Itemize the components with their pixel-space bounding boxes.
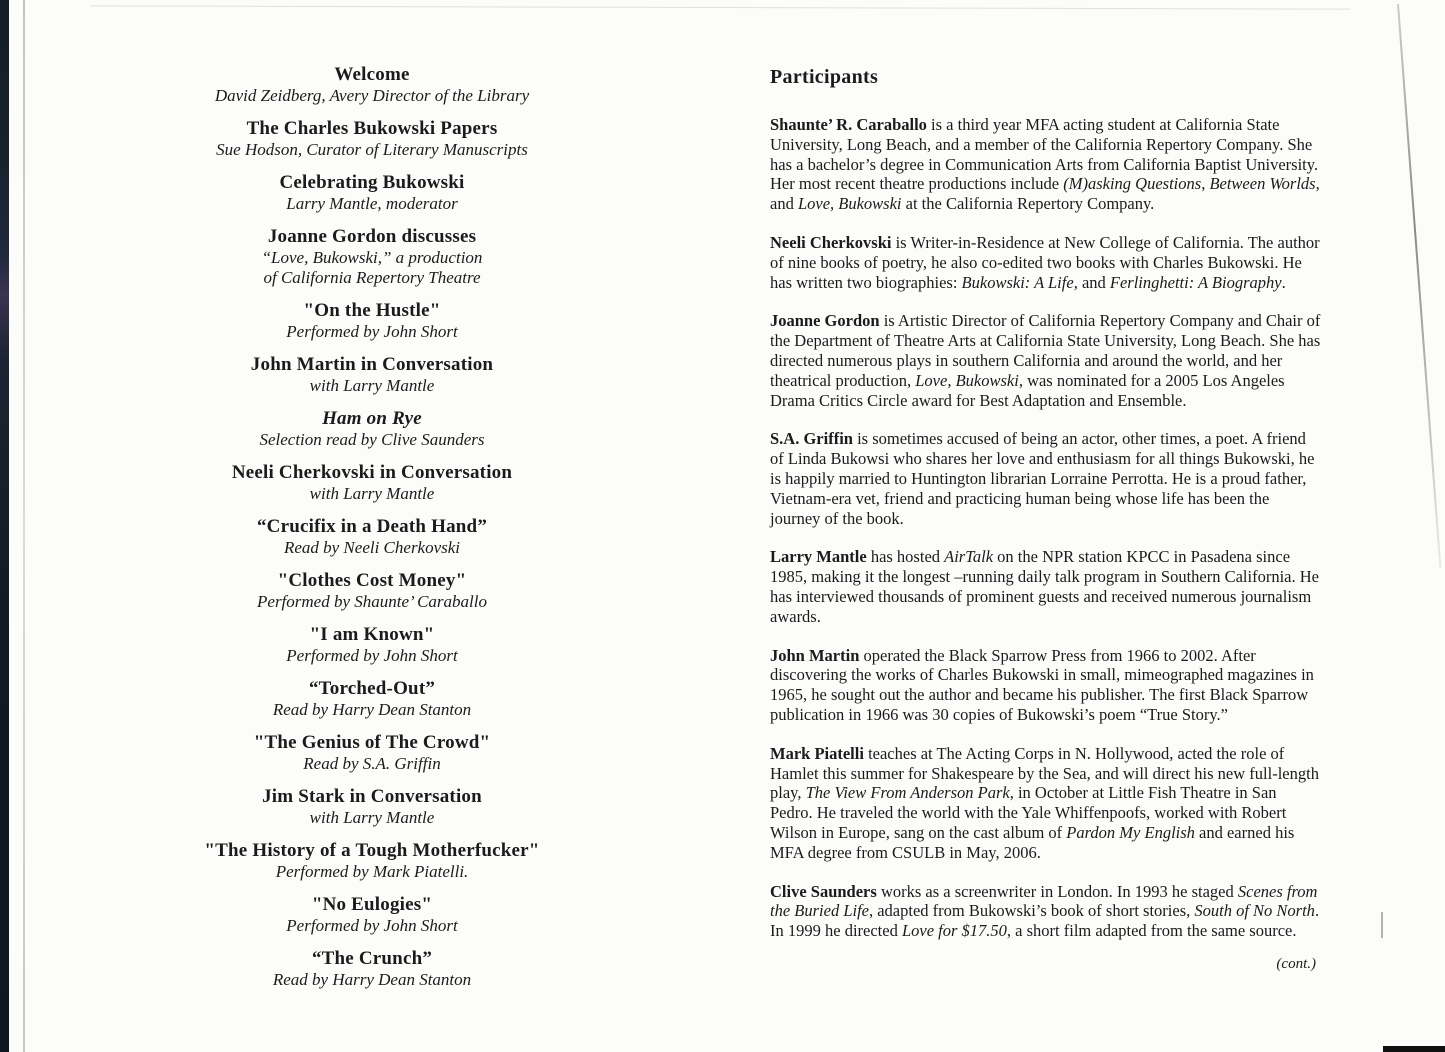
bio-text: . In 1999 he directed bbox=[770, 901, 1320, 941]
program-entry bbox=[128, 226, 616, 288]
bio-text: teaches at The Acting Corps in N. Hollywood, acted the role of Hamlet this summer for Shakespeare by the Sea, and will direct his new full-length play, bbox=[770, 743, 1319, 803]
participant-name: Clive Saunders bbox=[770, 881, 877, 901]
program-entry-subtitle: “Love, Bukowski,” a production bbox=[261, 248, 483, 267]
bio-text: is Artistic Director of California Repertory Company and Chair of the Department of Theatre Arts at California State University, Long Beach. She has directed numerous plays in southern California and around the world, and her theatrical production, bbox=[770, 311, 1321, 390]
bio-text-italic: Ferlinghetti: A Biography bbox=[1109, 272, 1282, 292]
program-entry bbox=[128, 408, 616, 450]
program-entry-subtitle: Performed by Mark Piatelli. bbox=[275, 862, 469, 881]
program-entry-subtitle: Read by Harry Dean Stanton bbox=[272, 970, 472, 989]
bio-text-italic: South of No North bbox=[1194, 901, 1315, 921]
program-entry-subtitle: with Larry Mantle bbox=[309, 808, 435, 827]
program-entry-subtitle: Larry Mantle, moderator bbox=[286, 194, 458, 213]
program-entry bbox=[128, 516, 616, 558]
bio-text-italic: Love, Bukowski bbox=[915, 370, 1019, 390]
bio-text-italic: The View From Anderson Park bbox=[805, 783, 1010, 803]
participant-name: Neeli Cherkovski bbox=[770, 232, 892, 252]
program-entry-title: John Martin in Conversation bbox=[250, 354, 494, 375]
program-entry-subtitle: David Zeidberg, Avery Director of the Library bbox=[214, 86, 530, 105]
program-entry bbox=[128, 172, 616, 214]
program-entry bbox=[128, 118, 616, 160]
scan-bottom-corner-mark bbox=[1383, 1046, 1445, 1052]
program-entry-subtitle: with Larry Mantle bbox=[309, 376, 435, 395]
bio-text-italic: Pardon My English bbox=[1066, 822, 1195, 842]
participant-name: Joanne Gordon bbox=[770, 311, 880, 331]
program-entry bbox=[128, 894, 616, 936]
participant-bio bbox=[770, 547, 1322, 626]
participant-name: S.A. Griffin bbox=[770, 429, 853, 449]
bio-text: , bbox=[1201, 174, 1210, 194]
page-right-edge bbox=[1397, 4, 1441, 569]
program-entry bbox=[128, 732, 616, 774]
program-entry-title: Celebrating Bukowski bbox=[279, 172, 465, 193]
participant-bio bbox=[770, 646, 1322, 725]
bio-text: is sometimes accused of being an actor, other times, a poet. A friend of Linda Bukowsi who shares her love and enthusiasm for all things Bukowski, he is happily married to Huntington librarian Lorraine Perrotta. He is a proud father, Vietnam-era vet, friend and practicing human being whose life has been the journey of the book. bbox=[770, 429, 1315, 528]
scan-scratch-mark bbox=[1381, 912, 1383, 938]
program-entry bbox=[128, 786, 616, 828]
program-entry-title: Jim Stark in Conversation bbox=[262, 786, 482, 807]
bio-text: works as a screenwriter in London. In 1993 he staged bbox=[876, 881, 1238, 901]
bio-text: , a short film adapted from the same source. bbox=[1006, 921, 1297, 941]
program-entry bbox=[128, 624, 616, 666]
participant-bio bbox=[770, 233, 1322, 292]
participants-list bbox=[770, 115, 1322, 941]
page-fold-line bbox=[23, 0, 25, 1052]
program-entry-subtitle: Read by S.A. Griffin bbox=[303, 754, 441, 773]
program-entry-subtitle: Read by Neeli Cherkovski bbox=[283, 538, 461, 557]
program-entry bbox=[128, 462, 616, 504]
scan-left-edge-stripe bbox=[0, 0, 9, 1052]
program-entry bbox=[128, 840, 616, 882]
program-entry-title: “The Crunch” bbox=[311, 948, 433, 969]
bio-text: . bbox=[1281, 272, 1286, 292]
bio-text: , and bbox=[770, 174, 1320, 214]
bio-text-italic: AirTalk bbox=[944, 547, 994, 567]
program-entry-subtitle: Sue Hodson, Curator of Literary Manuscripts bbox=[216, 140, 528, 159]
bio-text: on the NPR station KPCC in Pasadena since 1985, making it the longest –running daily talk program in Southern California. He has interviewed thousands of prominent guests and received numerous journalism awards. bbox=[770, 547, 1319, 626]
program-entry bbox=[128, 948, 616, 990]
participant-bio bbox=[770, 429, 1322, 528]
program-entry-title: "I am Known" bbox=[309, 624, 435, 645]
bio-text: , was nominated for a 2005 Los Angeles Drama Critics Circle award for Best Adaptation and Ensemble. bbox=[770, 370, 1285, 410]
bio-text-italic: Bukowski: A Life bbox=[961, 272, 1074, 292]
program-entry-title: Ham on Rye bbox=[322, 408, 422, 429]
program-entry bbox=[128, 678, 616, 720]
program-entry-title: “Crucifix in a Death Hand” bbox=[256, 516, 488, 537]
program-entry-subtitle: with Larry Mantle bbox=[309, 484, 435, 503]
bio-text: , adapted from Bukowski’s book of short stories, bbox=[868, 901, 1195, 921]
program-entry-subtitle: Performed by Shaunte’ Caraballo bbox=[257, 592, 487, 611]
bio-text: operated the Black Sparrow Press from 1966 to 2002. After discovering the works of Charles Bukowski in small, mimeographed magazines in 1965, he sought out the author and became his publisher. The first Black Sparrow publication in 1966 was 30 copies of Bukowski’s poem “True Story.” bbox=[770, 645, 1314, 724]
bio-text-italic: Between Worlds bbox=[1209, 174, 1316, 194]
participant-bio bbox=[770, 115, 1322, 214]
program-entry-title: Neeli Cherkovski in Conversation bbox=[231, 462, 513, 483]
participant-bio bbox=[770, 311, 1322, 410]
program-entry-subtitle: Read by Harry Dean Stanton bbox=[272, 700, 472, 719]
participants-heading: Participants bbox=[770, 66, 879, 88]
program-entry-title: Joanne Gordon discusses bbox=[267, 226, 477, 247]
bio-text: is Writer-in-Residence at New College of California. The author of nine books of poetry, he also co-edited two books with Charles Bukowski. He has written two biographies: bbox=[770, 232, 1320, 292]
bio-text: , in October at Little Fish Theatre in San Pedro. He traveled the world with the Yale Whiffenpoofs, worked with Robert Wilson in Europe, sang on the cast album of bbox=[770, 783, 1287, 842]
program-entry-title: “Torched-Out” bbox=[308, 678, 436, 699]
bio-text-italic: Love, Bukowski bbox=[797, 194, 902, 214]
bio-text-italic: Scenes from the Buried Life bbox=[770, 881, 1318, 921]
bio-text: and earned his MFA degree from CSULB in May, 2006. bbox=[770, 822, 1295, 862]
participant-name: John Martin bbox=[770, 645, 860, 665]
bio-text: , and bbox=[1073, 272, 1110, 292]
program-entry-title: "The History of a Tough Motherfucker" bbox=[204, 840, 540, 861]
participant-bio bbox=[770, 744, 1322, 863]
program-entry-subtitle: Performed by John Short bbox=[286, 322, 458, 341]
program-entry-title: "On the Hustle" bbox=[303, 300, 441, 321]
bio-text: has hosted bbox=[866, 547, 945, 567]
program-entry bbox=[128, 354, 616, 396]
page-top-edge bbox=[90, 5, 1350, 9]
program-entry-subtitle: Performed by John Short bbox=[286, 916, 458, 935]
bio-text-italic: Love for $17.50 bbox=[901, 921, 1007, 941]
program-entry bbox=[128, 570, 616, 612]
program-entry bbox=[128, 64, 616, 106]
participant-name: Mark Piatelli bbox=[770, 743, 864, 763]
program-entry-title: Welcome bbox=[334, 64, 410, 85]
program-list bbox=[128, 64, 616, 1002]
program-entry-title: "No Eulogies" bbox=[311, 894, 433, 915]
program-entry bbox=[128, 300, 616, 342]
participant-name: Larry Mantle bbox=[770, 547, 867, 567]
program-entry-subtitle: Selection read by Clive Saunders bbox=[259, 430, 485, 449]
program-entry-subtitle: Performed by John Short bbox=[286, 646, 458, 665]
participant-bio bbox=[770, 882, 1322, 941]
continuation-note: (cont.) bbox=[1276, 955, 1316, 972]
participant-name: Shaunte’ R. Caraballo bbox=[770, 115, 927, 134]
participants-section bbox=[770, 66, 1322, 973]
program-entry-subtitle: of California Repertory Theatre bbox=[263, 268, 481, 287]
program-entry-title: The Charles Bukowski Papers bbox=[246, 118, 498, 139]
bio-text: at the California Repertory Company. bbox=[901, 194, 1155, 214]
bio-text: is a third year MFA acting student at California State University, Long Beach, and a member of the California Repertory Company. She has a bachelor’s degree in Communication Arts from California Baptist University. Her most recent theatre productions include bbox=[770, 115, 1319, 194]
program-entry-title: "Clothes Cost Money" bbox=[277, 570, 467, 591]
program-entry-title: "The Genius of The Crowd" bbox=[253, 732, 491, 753]
bio-text-italic: (M)asking Questions bbox=[1063, 174, 1202, 194]
